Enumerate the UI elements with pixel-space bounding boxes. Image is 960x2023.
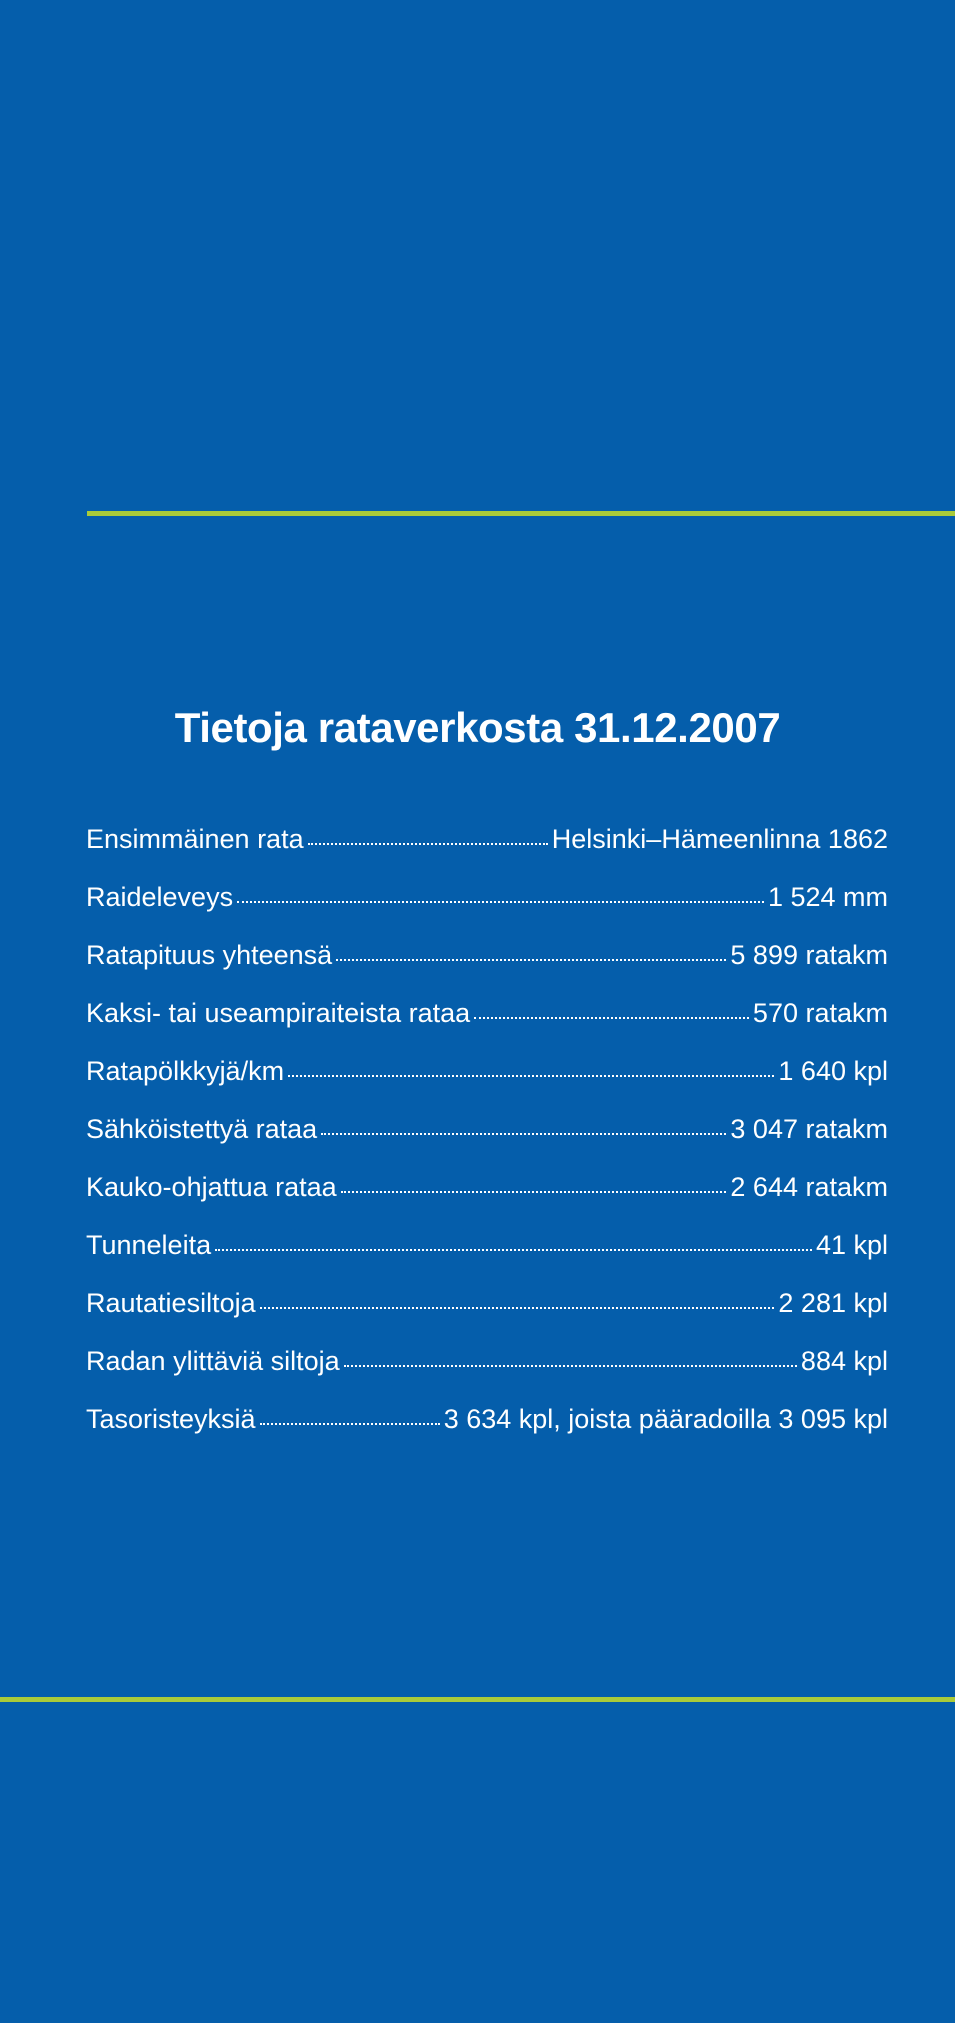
dot-leader [260,1422,440,1425]
fact-row-tunnels [86,1228,888,1286]
fact-label: Raideleveys [86,882,234,912]
fact-value: 1 524 mm [767,882,888,912]
fact-label: Kaksi- tai useampiraiteista rataa [86,998,471,1028]
dot-leader [344,1364,797,1367]
fact-label: Rautatiesiltoja [86,1288,256,1318]
fact-row-first-railway [86,822,888,880]
dot-leader [308,842,548,845]
fact-row-remote-controlled [86,1170,888,1228]
fact-row-electrified [86,1112,888,1170]
fact-label: Ratapölkkyjä/km [86,1056,285,1086]
bottom-accent-rule [0,1697,955,1702]
fact-row-total-length [86,938,888,996]
top-accent-rule [87,511,955,516]
fact-label: Radan ylittäviä siltoja [86,1346,340,1376]
fact-value: 2 281 kpl [778,1288,888,1318]
fact-value: 884 kpl [800,1346,888,1376]
dot-leader [336,958,726,961]
fact-label: Kauko-ohjattua rataa [86,1172,337,1202]
dot-leader [341,1190,727,1193]
fact-value: 1 640 kpl [778,1056,888,1086]
fact-row-railway-bridges [86,1286,888,1344]
fact-value: 3 634 kpl, joista pääradoilla 3 095 kpl [443,1404,888,1434]
fact-label: Tasoristeyksiä [86,1404,256,1434]
facts-list [86,822,888,1460]
fact-value: Helsinki–Hämeenlinna 1862 [551,824,888,854]
fact-value: 41 kpl [815,1230,888,1260]
fact-value: 570 ratakm [752,998,888,1028]
dot-leader [474,1016,749,1019]
dot-leader [260,1306,775,1309]
fact-value: 2 644 ratakm [730,1172,888,1202]
page-title: Tietoja rataverkosta 31.12.2007 [174,704,781,751]
fact-label: Tunneleita [86,1230,212,1260]
fact-label: Sähköistettyä rataa [86,1114,318,1144]
dot-leader [321,1132,726,1135]
fact-row-track-gauge [86,880,888,938]
fact-label: Ratapituus yhteensä [86,940,333,970]
fact-row-overpass-bridges [86,1344,888,1402]
dot-leader [237,900,764,903]
fact-row-level-crossings [86,1402,888,1460]
fact-value: 3 047 ratakm [730,1114,888,1144]
fact-row-multi-track [86,996,888,1054]
dot-leader [288,1074,774,1077]
fact-value: 5 899 ratakm [730,940,888,970]
dot-leader [215,1248,812,1251]
fact-row-sleepers-per-km [86,1054,888,1112]
fact-label: Ensimmäinen rata [86,824,304,854]
